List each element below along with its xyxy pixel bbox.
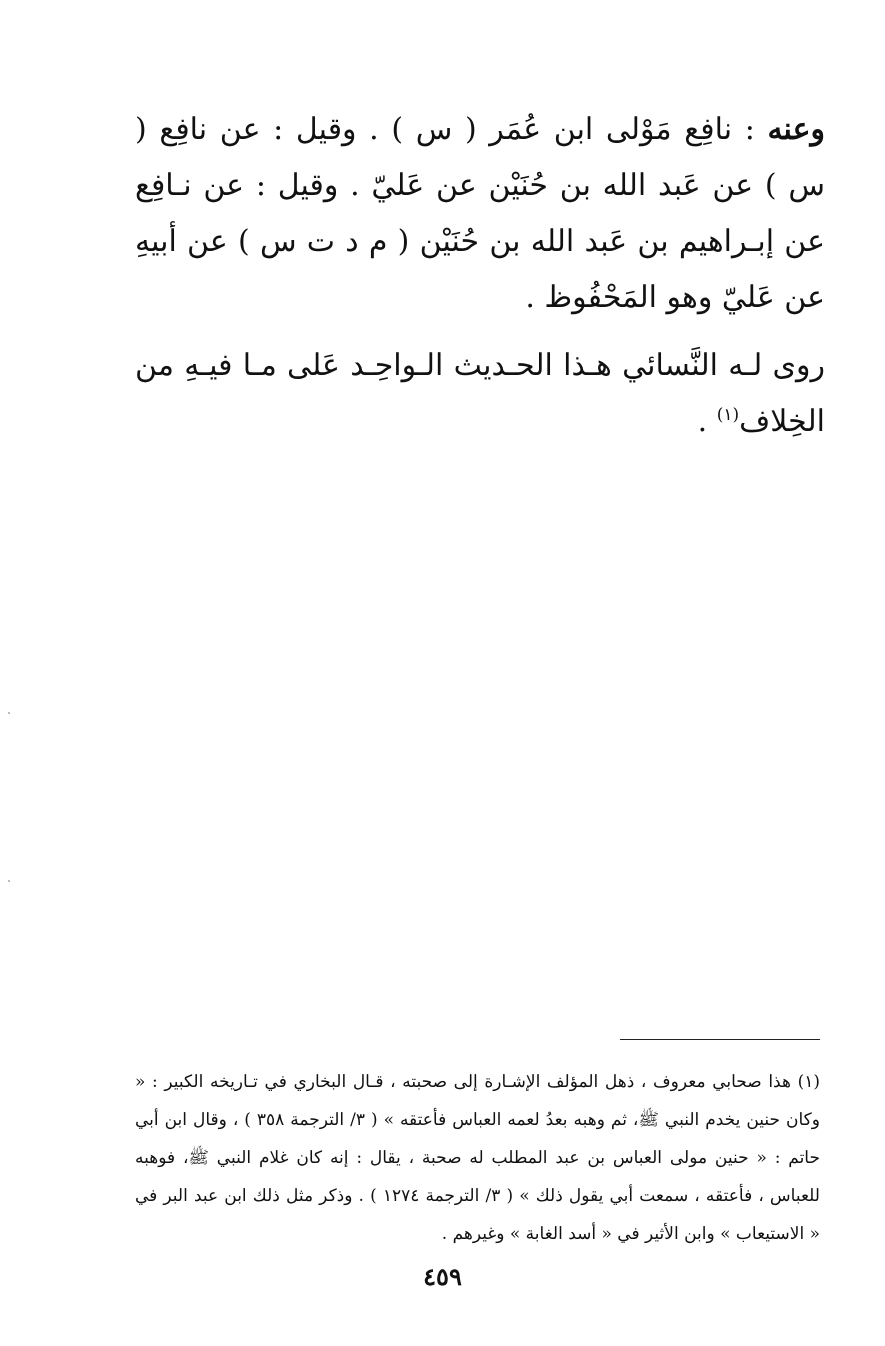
footnote-text: (١) هذا صحابي معروف ، ذهل المؤلف الإشـارة إلى صحبته ، قـال البخاري في تـاريخه الكبير : « وكان حنين يخدم النبي ﷺ، ثم وهبه بعدُ لعمه العباس فأعتقه » ( ٣/ الترجمة ٣٥٨ ) ، وقال ابن أبي حاتم : « حنين مولى العباس بن عبد المطلب له صحبة ، يقال : إنه كان غلام النبي ﷺ، فوهبه للعباس ، فأعتقه ، سمعت أبي يقول ذلك » ( ٣/ الترجمة ١٢٧٤ ) . وذكر مثل ذلك ابن عبد البر في « الاستيعاب » وابن الأثير في « أسد الغابة » وغيرهم . xyxy=(135,1072,820,1244)
margin-mark xyxy=(8,880,10,882)
footnote xyxy=(135,1063,820,1253)
entry-lead: وعنه xyxy=(767,112,825,147)
paragraph-text: روى لـه النَّسائي هـذا الحـديث الـواحِـد عَلى مـا فيـهِ من الخِلاف xyxy=(135,348,825,439)
page-number: ٤٥٩ xyxy=(423,1262,462,1291)
narrator-entry xyxy=(135,102,825,326)
footnote-separator xyxy=(620,1039,820,1040)
main-text xyxy=(135,102,825,450)
footnote-reference: (١) xyxy=(716,405,740,425)
narration-paragraph xyxy=(135,338,825,450)
entry-body: : نافِع مَوْلى ابن عُمَر ( س ) . وقيل : عن نافِع ( س ) عن عَبد الله بن حُنَيْن عن عَليّ . وقيل : عن نـافِع عن إبـراهيم بن عَبد الله بن حُنَيْن ( م د ت س ) عن أبيهِ عن عَليّ وهو المَحْفُوظ . xyxy=(135,112,825,315)
margin-mark xyxy=(8,712,10,714)
paragraph-end: . xyxy=(697,404,717,439)
